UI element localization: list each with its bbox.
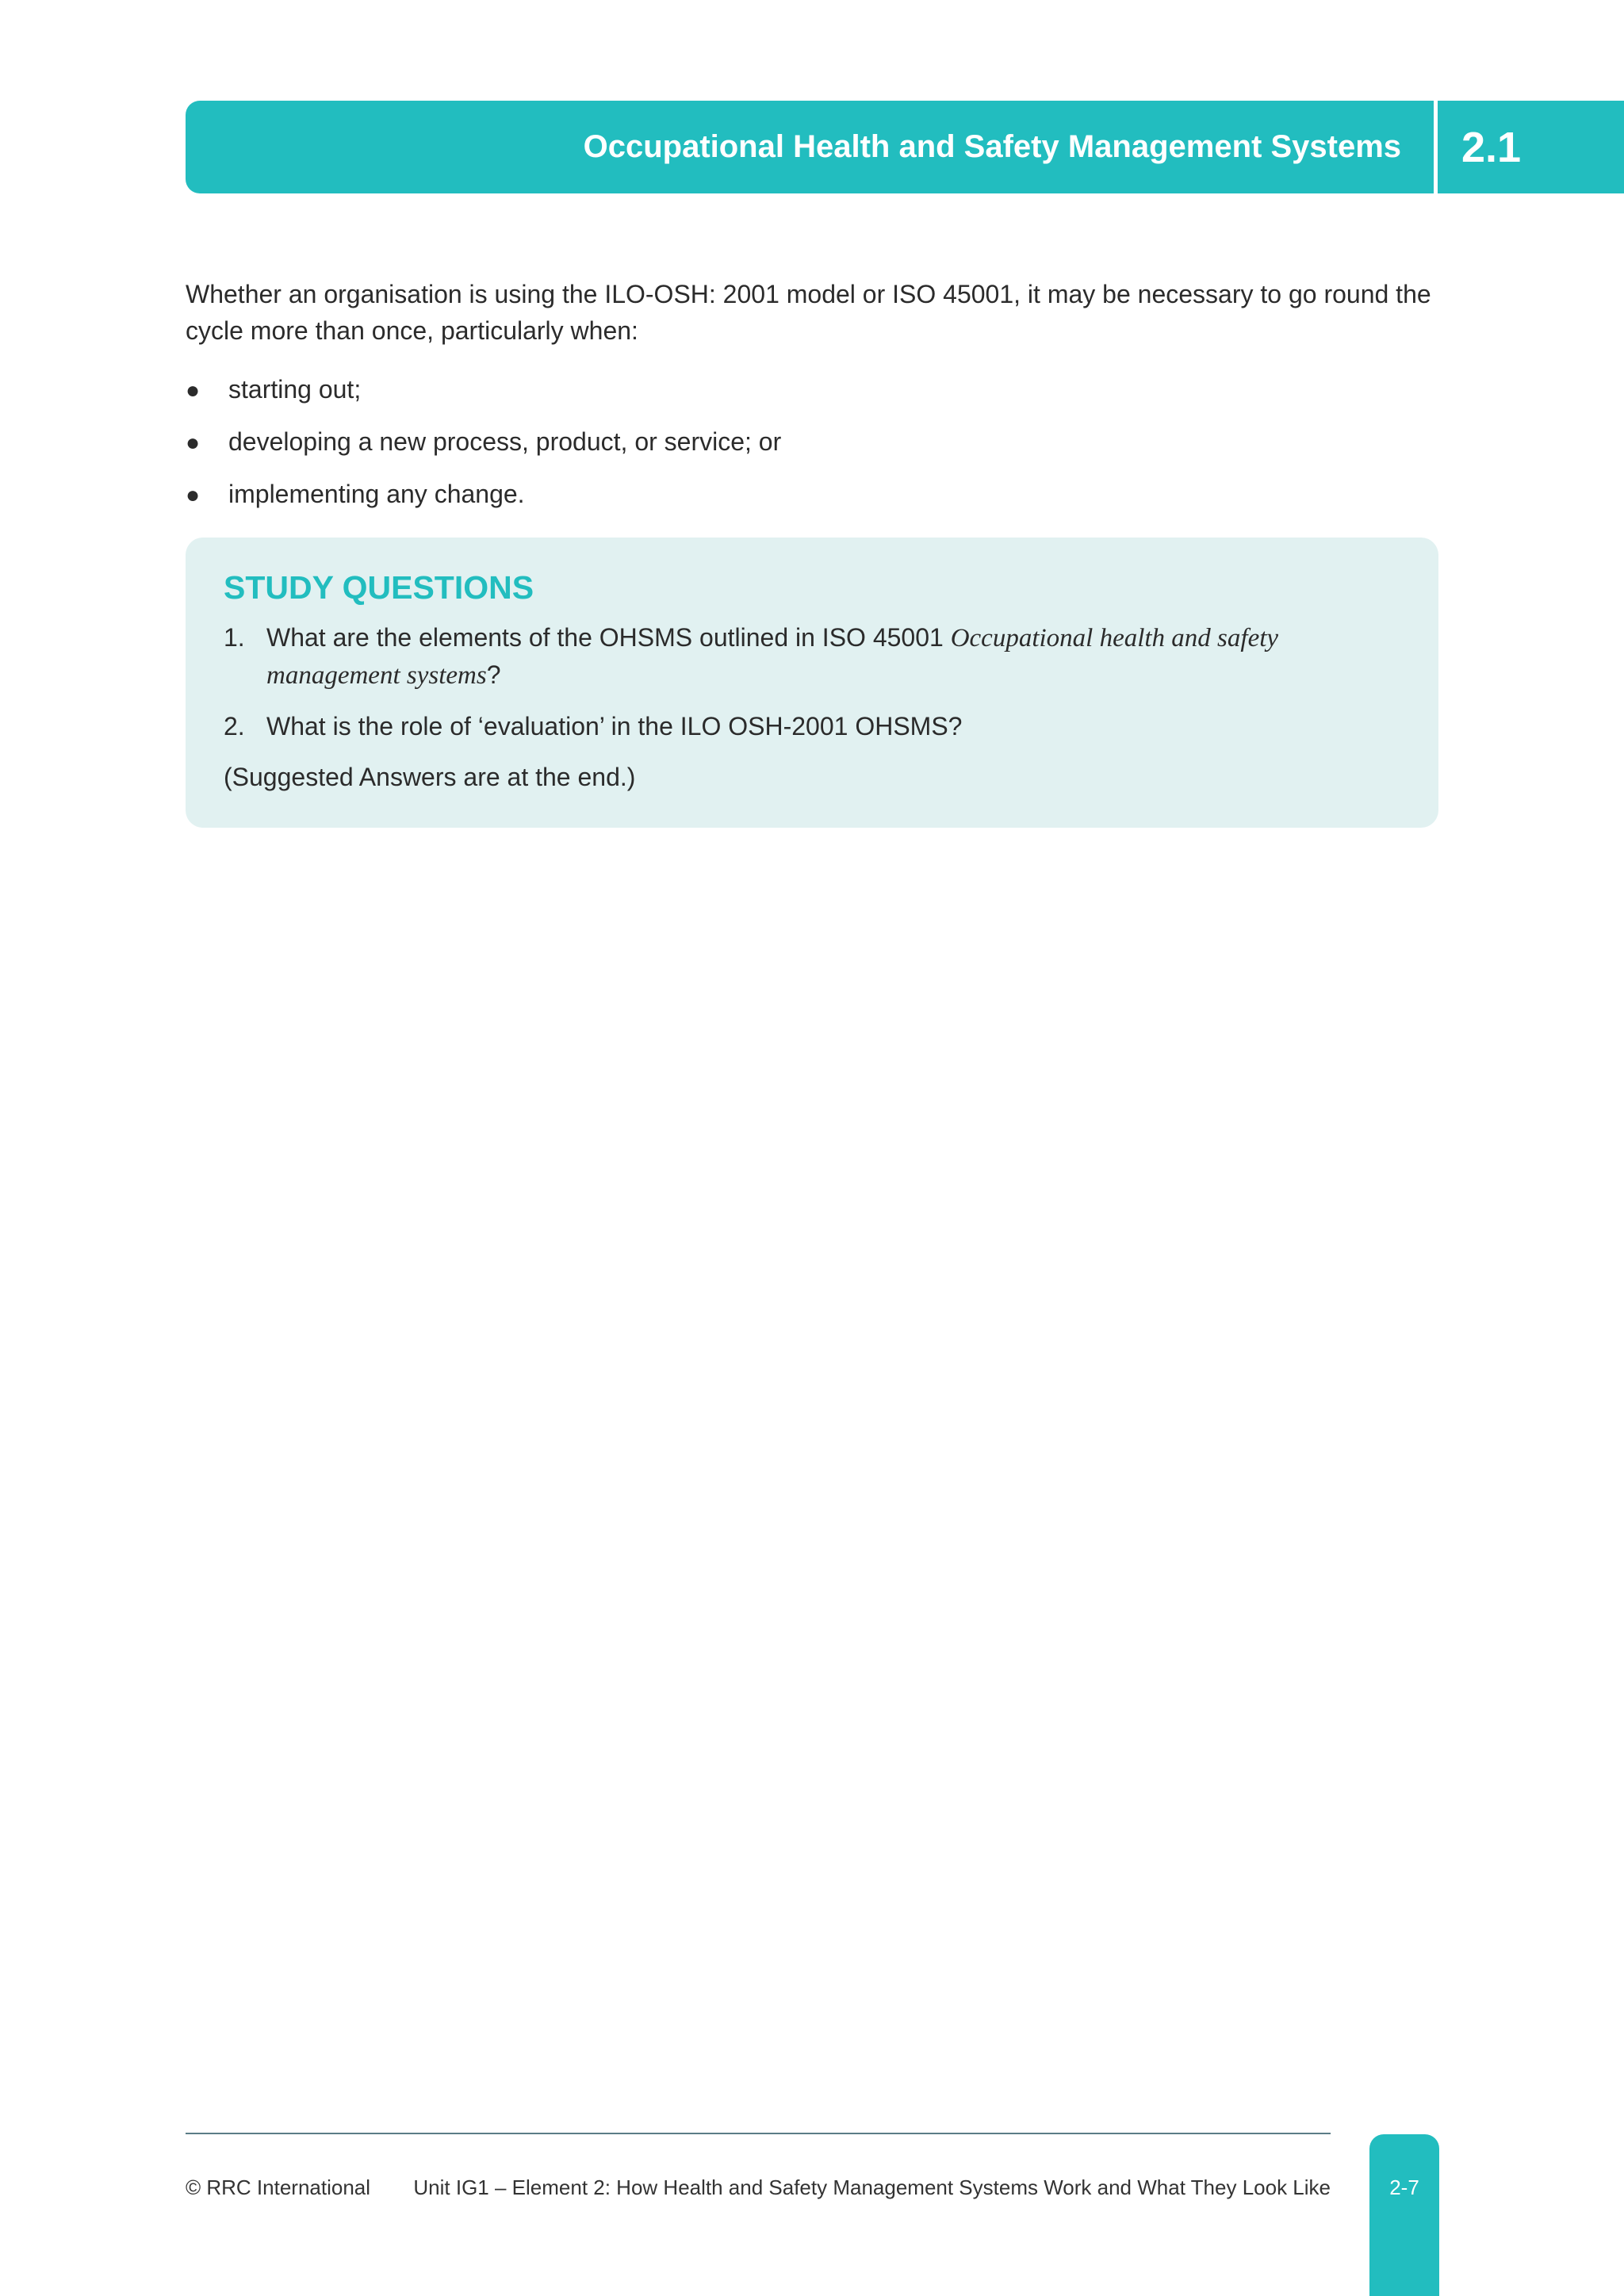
question-text-main: What are the elements of the OHSMS outlined in ISO 45001 — [266, 623, 951, 652]
question-text — [266, 619, 1400, 694]
study-questions-title: STUDY QUESTIONS — [224, 569, 534, 606]
page-number: 2-7 — [1389, 2175, 1419, 2199]
footer-copyright: © RRC International — [186, 2175, 371, 2199]
list-item-text: developing a new process, product, or service; or — [228, 427, 782, 456]
list-item — [186, 476, 1438, 514]
question-text-italic: Occupational health and safety management systems — [266, 624, 1279, 690]
question-number: 2. — [224, 712, 245, 740]
question-text: What is the role of ‘evaluation’ in the ILO OSH-2001 OHSMS? — [266, 712, 963, 740]
intro-paragraph: Whether an organisation is using the ILO-OSH: 2001 model or ISO 45001, it may be necessary to go round the cycle more than once, particularly when: — [186, 280, 1431, 345]
bullet-list — [186, 371, 1438, 528]
section-title: Occupational Health and Safety Management Systems — [583, 129, 1401, 164]
question-text-end: ? — [486, 660, 501, 689]
section-number-block — [1438, 101, 1624, 193]
list-item-text: starting out; — [228, 375, 362, 404]
question-item — [224, 619, 1400, 694]
footer-divider — [186, 2133, 1331, 2134]
page-number-tab — [1369, 2134, 1439, 2296]
section-number: 2.1 — [1461, 123, 1522, 171]
list-item-text: implementing any change. — [228, 480, 525, 508]
footer-unit-title: Unit IG1 – Element 2: How Health and Safety Management Systems Work and What They Look Like — [413, 2175, 1331, 2199]
section-header-bar — [186, 101, 1437, 193]
question-list — [224, 619, 1400, 744]
bullet-icon: ● — [186, 377, 201, 404]
bullet-icon: ● — [186, 430, 201, 456]
list-item — [186, 423, 1438, 461]
study-questions-box — [186, 538, 1438, 828]
list-item — [186, 371, 1438, 409]
suggested-answers-note: (Suggested Answers are at the end.) — [224, 763, 636, 791]
question-number: 1. — [224, 623, 245, 652]
question-item — [224, 708, 1400, 744]
bullet-icon: ● — [186, 482, 201, 508]
